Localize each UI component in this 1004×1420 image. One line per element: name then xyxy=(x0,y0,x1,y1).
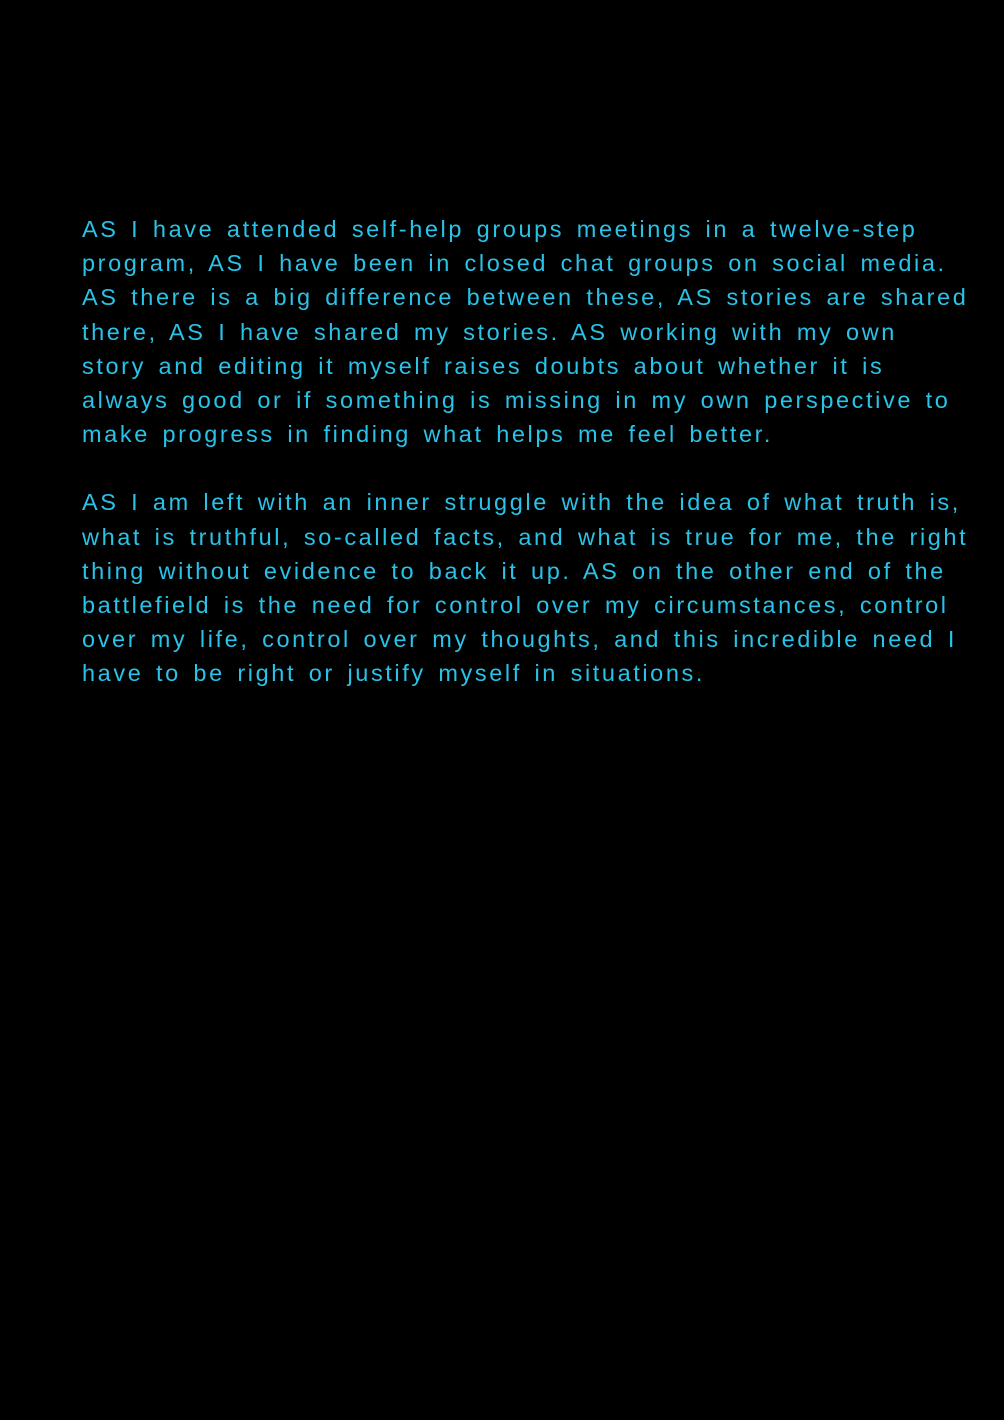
paragraph-1: AS I have attended self-help groups meetings in a twelve-step program, AS I have been in closed chat groups on social media. AS there is a big difference between these, AS stories are shared there, AS I have shared my stories. AS working with my own story and editing it myself raises doubts about whether it is always good or if something is missing in my own perspective to make progress in finding what helps me feel better. xyxy=(82,216,982,448)
text-body xyxy=(82,212,982,691)
paragraph-2: AS I am left with an inner struggle with the idea of what truth is, what is truthful, so-called facts, and what is true for me, the right thing without evidence to back it up. AS on the other end of the battlefield is the need for control over my circumstances, control over my life, control over my thoughts, and this incredible need I have to be right or justify myself in situations. xyxy=(82,489,981,687)
